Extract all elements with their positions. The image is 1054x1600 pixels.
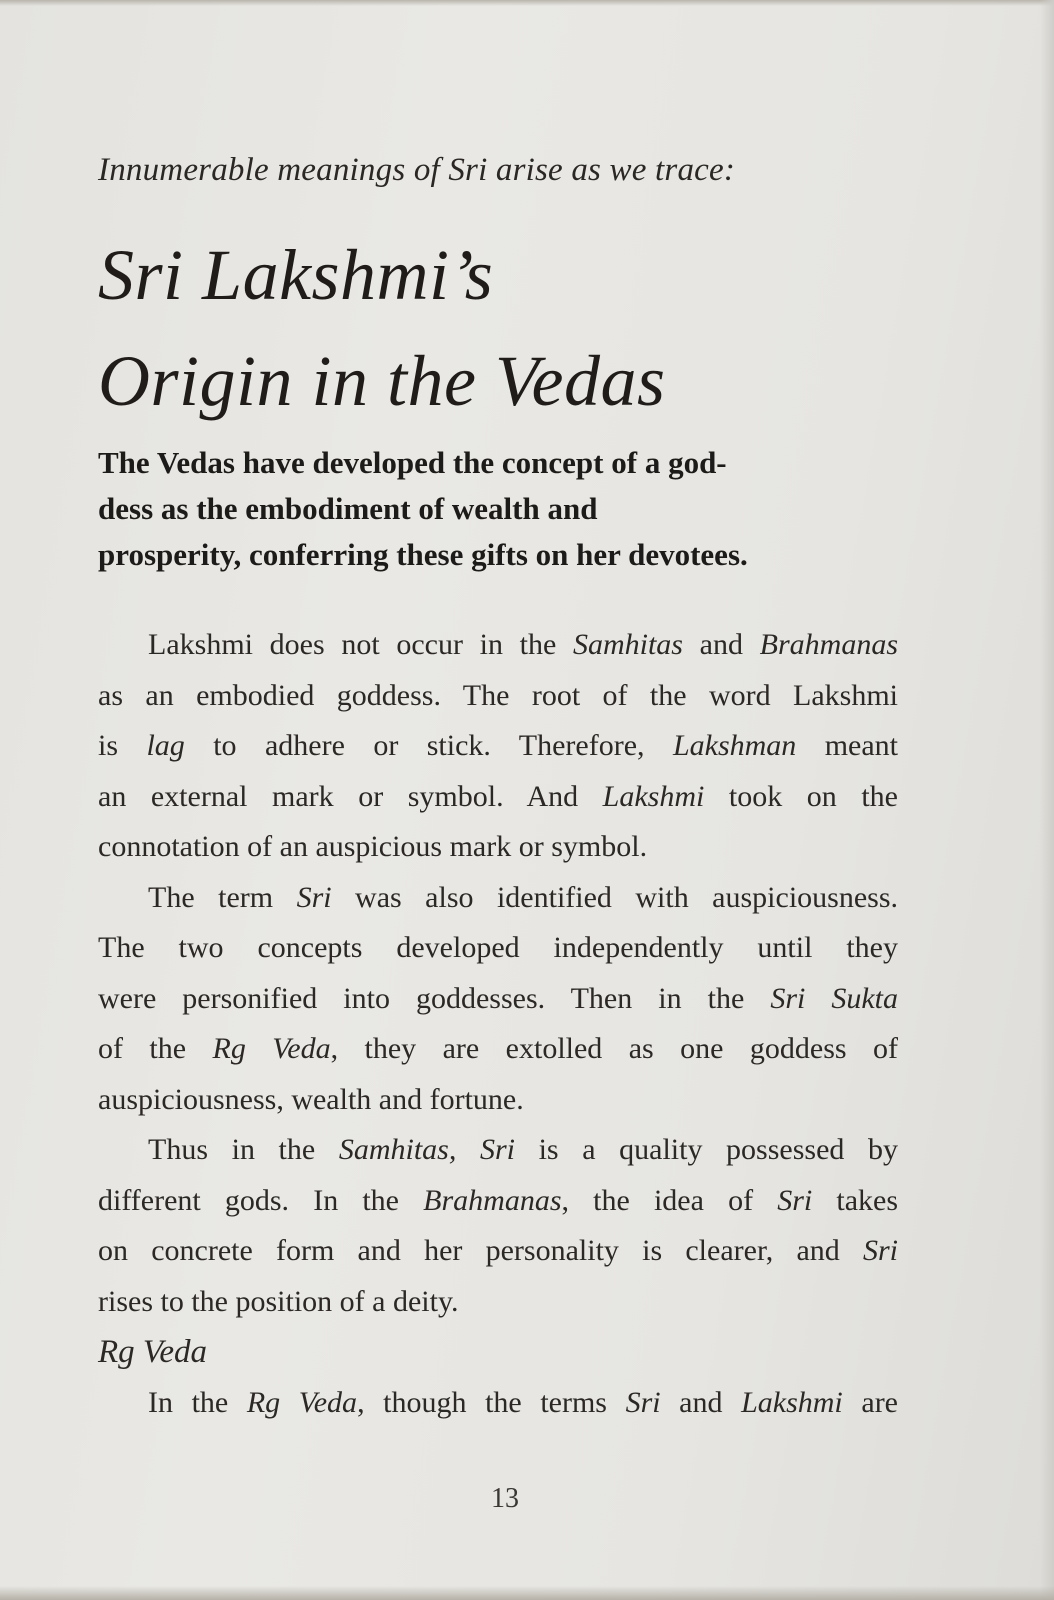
body-line: connotation of an auspicious mark or symbol. [98,830,648,863]
body-line: on concrete form and her personality is clearer, and Sri [98,1234,898,1267]
page-number: 13 [491,1483,519,1514]
body-line: The term Sri was also identified with auspiciousness. [148,880,899,914]
body-line: different gods. In the Brahmanas, the idea of Sri takes [98,1183,899,1217]
page-right-edge [1040,0,1054,1600]
lead-line-3: prosperity, conferring these gifts on her devotees. [98,537,748,572]
body-line: Lakshmi does not occur in the Samhitas and Brahmanas [148,628,898,661]
lead-paragraph [98,440,888,578]
chapter-title [98,222,665,434]
body-line: is lag to adhere or stick. Therefore, Lakshman meant [98,729,899,762]
section-subheading: Rg Veda [98,1334,208,1370]
page-top-edge [0,0,1054,6]
body-line: The two concepts developed independently until they [98,931,898,964]
chapter-title-line-1: Sri Lakshmi’s [98,235,494,315]
page-bottom-edge [0,1586,1054,1600]
body-line: Thus in the Samhitas, Sri is a quality possessed by [148,1133,898,1166]
lead-line-2: dess as the embodiment of wealth and [98,491,598,526]
body-line: of the Rg Veda, they are extolled as one goddess of [98,1032,899,1065]
body-line: as an embodied goddess. The root of the word Lakshmi [98,678,898,712]
lead-line-1: The Vedas have developed the concept of a god- [98,445,727,480]
body-line: were personified into goddesses. Then in the Sri Sukta [98,981,898,1015]
body-line: In the Rg Veda, though the terms Sri and Lakshmi are [148,1385,898,1419]
body-text [98,620,898,1428]
body-line: an external mark or symbol. And Lakshmi took on the [98,779,898,813]
chapter-title-line-2: Origin in the Vedas [98,341,666,421]
chapter-kicker: Innumerable meanings of Sri arise as we trace: [98,152,736,188]
body-line: auspiciousness, wealth and fortune. [98,1082,524,1116]
body-line: rises to the position of a deity. [98,1284,459,1318]
